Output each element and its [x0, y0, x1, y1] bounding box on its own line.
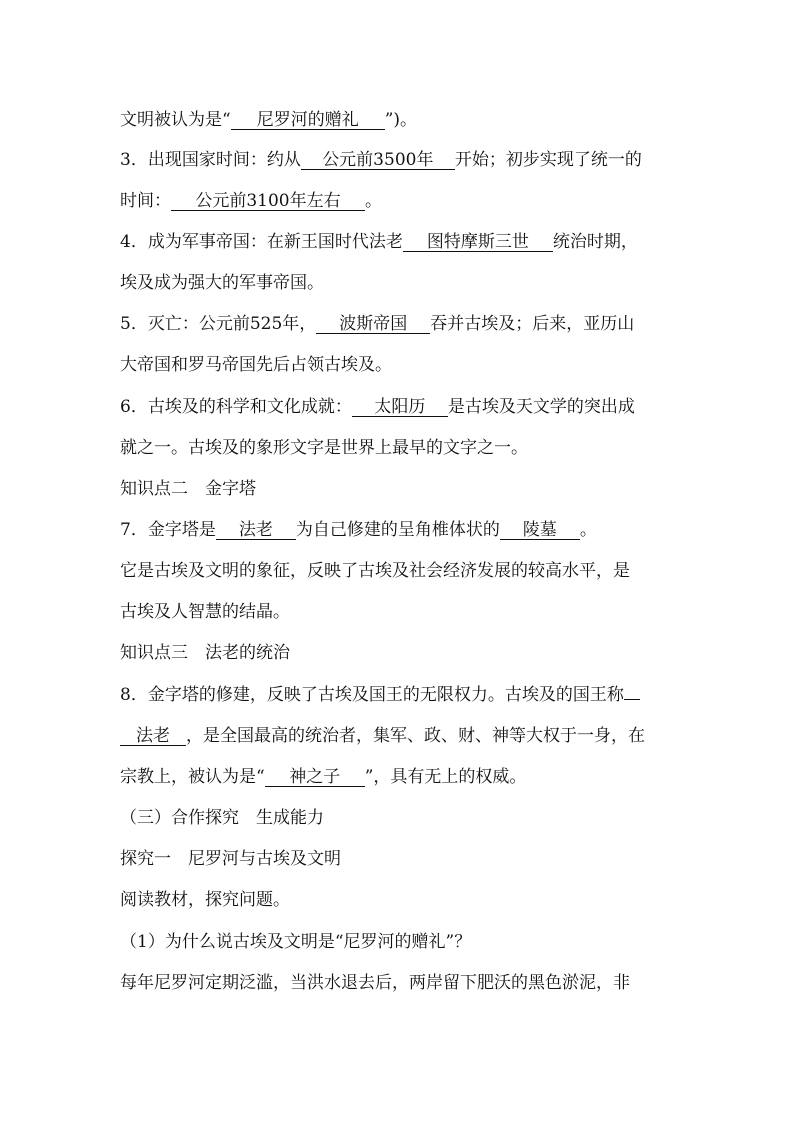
text-line-13 — [120, 602, 680, 622]
text-line-1 — [120, 110, 680, 130]
text-segment: 开始；初步实现了统一的 — [454, 150, 642, 170]
text-line-12 — [120, 561, 680, 581]
text-line-7 — [120, 355, 680, 375]
text-segment: ，是全国最高的统治者，集军、政、财、神等大权于一身，在 — [186, 726, 645, 746]
section-heading-pharaoh — [120, 643, 680, 663]
text-line-17 — [120, 767, 680, 787]
text-line-15 — [120, 685, 680, 705]
text-segment: 就之一。古埃及的象形文字是世界上最早的文字之一。 — [120, 438, 528, 458]
text-segment: 吞并古埃及；后来，亚历山 — [430, 314, 635, 334]
section-heading-pyramids — [120, 479, 680, 499]
text-segment: ”)。 — [384, 110, 418, 130]
text-line-5 — [120, 273, 680, 293]
text-segment: 。 — [579, 520, 597, 540]
text-line-20 — [120, 890, 680, 910]
text-line-3 — [120, 191, 680, 211]
question-1 — [120, 932, 680, 952]
answer-blank: 陵墓 — [500, 522, 580, 540]
answer-blank: 公元前3100年左右 — [171, 193, 365, 211]
text-line-2 — [120, 150, 680, 170]
answer-blank-start — [624, 699, 640, 700]
text-segment: 6．古埃及的科学和文化成就： — [120, 397, 352, 417]
text-line-4 — [120, 232, 680, 252]
subheading-inquiry-one — [120, 849, 680, 869]
text-segment: 为自己修建的呈角椎体状的 — [295, 520, 500, 540]
text-line-6 — [120, 314, 680, 334]
text-segment: （1）为什么说古埃及文明是“尼罗河的赠礼”？ — [120, 932, 472, 952]
text-segment: 每年尼罗河定期泛滥，当洪水退去后，两岸留下肥沃的黑色淤泥，非 — [120, 973, 630, 993]
answer-blank: 波斯帝国 — [316, 316, 430, 334]
section-heading-inquiry — [120, 808, 680, 828]
text-segment: 宗教上，被认为是“ — [120, 767, 265, 787]
text-segment: 7．金字塔是 — [120, 520, 216, 540]
text-segment: 是古埃及天文学的突出成 — [447, 397, 635, 417]
text-segment: （三）合作探究 生成能力 — [120, 808, 324, 828]
text-line-16 — [120, 726, 680, 746]
text-segment: 文明被认为是“ — [120, 110, 231, 130]
text-segment: ”，具有无上的权威。 — [364, 767, 527, 787]
text-line-8 — [120, 397, 680, 417]
answer-blank: 法老 — [216, 522, 296, 540]
answer-blank: 尼罗河的赠礼 — [231, 112, 385, 130]
answer-blank: 法老 — [120, 728, 186, 746]
answer-blank: 公元前3500年 — [301, 152, 455, 170]
text-segment: 统治时期， — [552, 232, 638, 252]
text-segment: 8．金字塔的修建，反映了古埃及国王的无限权力。古埃及的国王称 — [120, 685, 624, 705]
text-segment: 埃及成为强大的军事帝国。 — [120, 273, 324, 293]
answer-blank: 太阳历 — [352, 399, 448, 417]
text-segment: 5．灭亡：公元前525年， — [120, 314, 317, 334]
text-line-22 — [120, 973, 680, 993]
text-segment: 时间： — [120, 191, 171, 211]
text-segment: 。 — [365, 191, 382, 211]
text-segment: 4．成为军事帝国：在新王国时代法老 — [120, 232, 403, 252]
text-segment: 知识点三 法老的统治 — [120, 643, 290, 663]
text-segment: 知识点二 金字塔 — [120, 479, 256, 499]
text-segment: 3．出现国家时间：约从 — [120, 150, 301, 170]
answer-blank: 图特摩斯三世 — [403, 234, 553, 252]
text-segment: 古埃及人智慧的结晶。 — [120, 602, 290, 622]
text-line-11 — [120, 520, 680, 540]
text-segment: 阅读教材，探究问题。 — [120, 890, 290, 910]
text-segment: 它是古埃及文明的象征，反映了古埃及社会经济发展的较高水平，是 — [120, 561, 630, 581]
text-line-9 — [120, 438, 680, 458]
text-segment: 探究一 尼罗河与古埃及文明 — [120, 849, 341, 869]
text-segment: 大帝国和罗马帝国先后占领古埃及。 — [120, 355, 392, 375]
answer-blank: 神之子 — [265, 769, 365, 787]
